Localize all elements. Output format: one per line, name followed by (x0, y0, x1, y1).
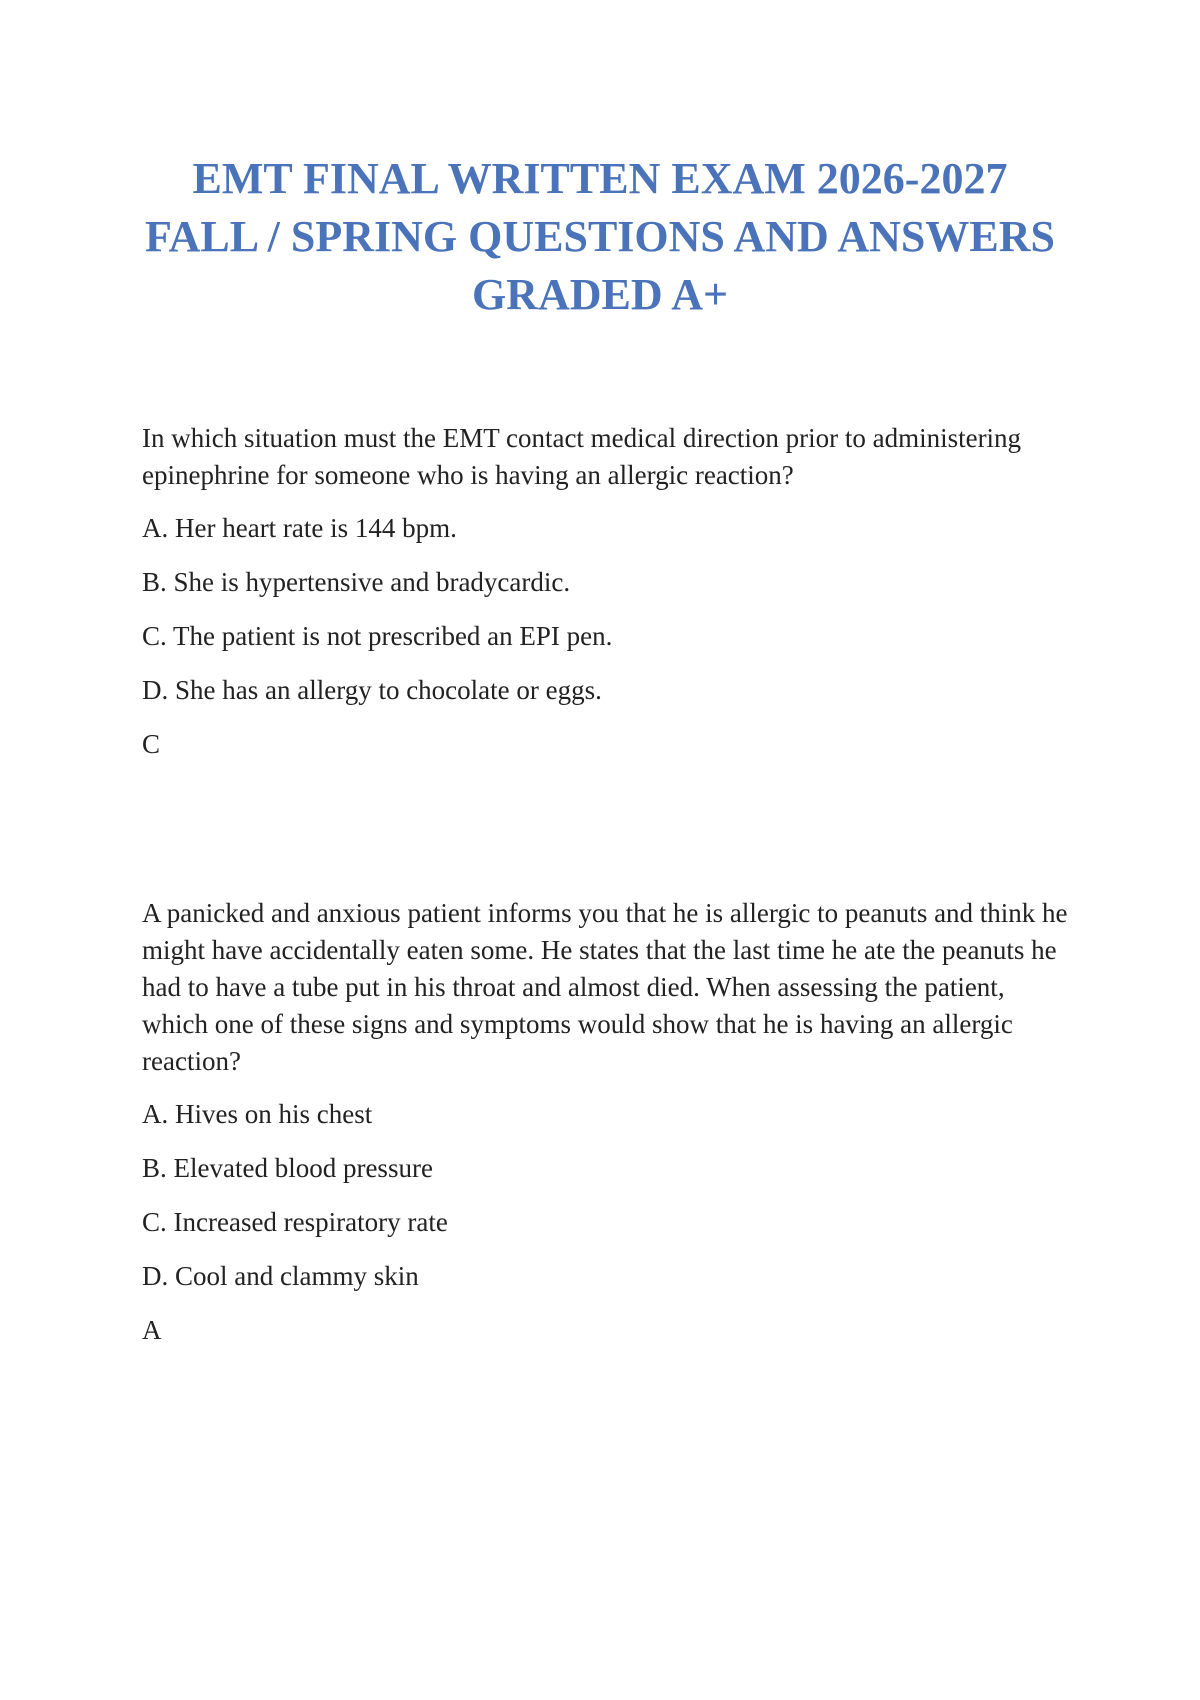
option-c: C. The patient is not prescribed an EPI pen. (142, 621, 613, 651)
option-b: B. Elevated blood pressure (142, 1153, 433, 1183)
answer-key: C (142, 729, 161, 759)
option-a: A. Her heart rate is 144 bpm. (142, 513, 457, 543)
answer-key: A (142, 1315, 162, 1345)
option-d: D. She has an allergy to chocolate or eggs. (142, 675, 602, 705)
title-line-2: FALL / SPRING QUESTIONS AND ANSWERS (145, 212, 1055, 261)
question-stem: In which situation must the EMT contact medical direction prior to administering epinephrine for someone who is having an allergic reaction? (142, 423, 1022, 490)
question-1 (142, 420, 1070, 762)
title-line-1: EMT FINAL WRITTEN EXAM 2026-2027 (192, 154, 1008, 203)
question-stem: A panicked and anxious patient informs you that he is allergic to peanuts and think he might have accidentally eaten some. He states that the last time he ate the peanuts he had to have a tube put in his throat and almost died. When assessing the patient, which one of these signs and symptoms would show that he is having an allergic reaction? (142, 898, 1068, 1076)
option-b: B. She is hypertensive and bradycardic. (142, 567, 571, 597)
option-a: A. Hives on his chest (142, 1099, 373, 1129)
option-d: D. Cool and clammy skin (142, 1261, 419, 1291)
title-line-3: GRADED A+ (471, 270, 729, 319)
document-title (100, 150, 1100, 324)
option-c: C. Increased respiratory rate (142, 1207, 448, 1237)
question-2 (142, 895, 1070, 1348)
